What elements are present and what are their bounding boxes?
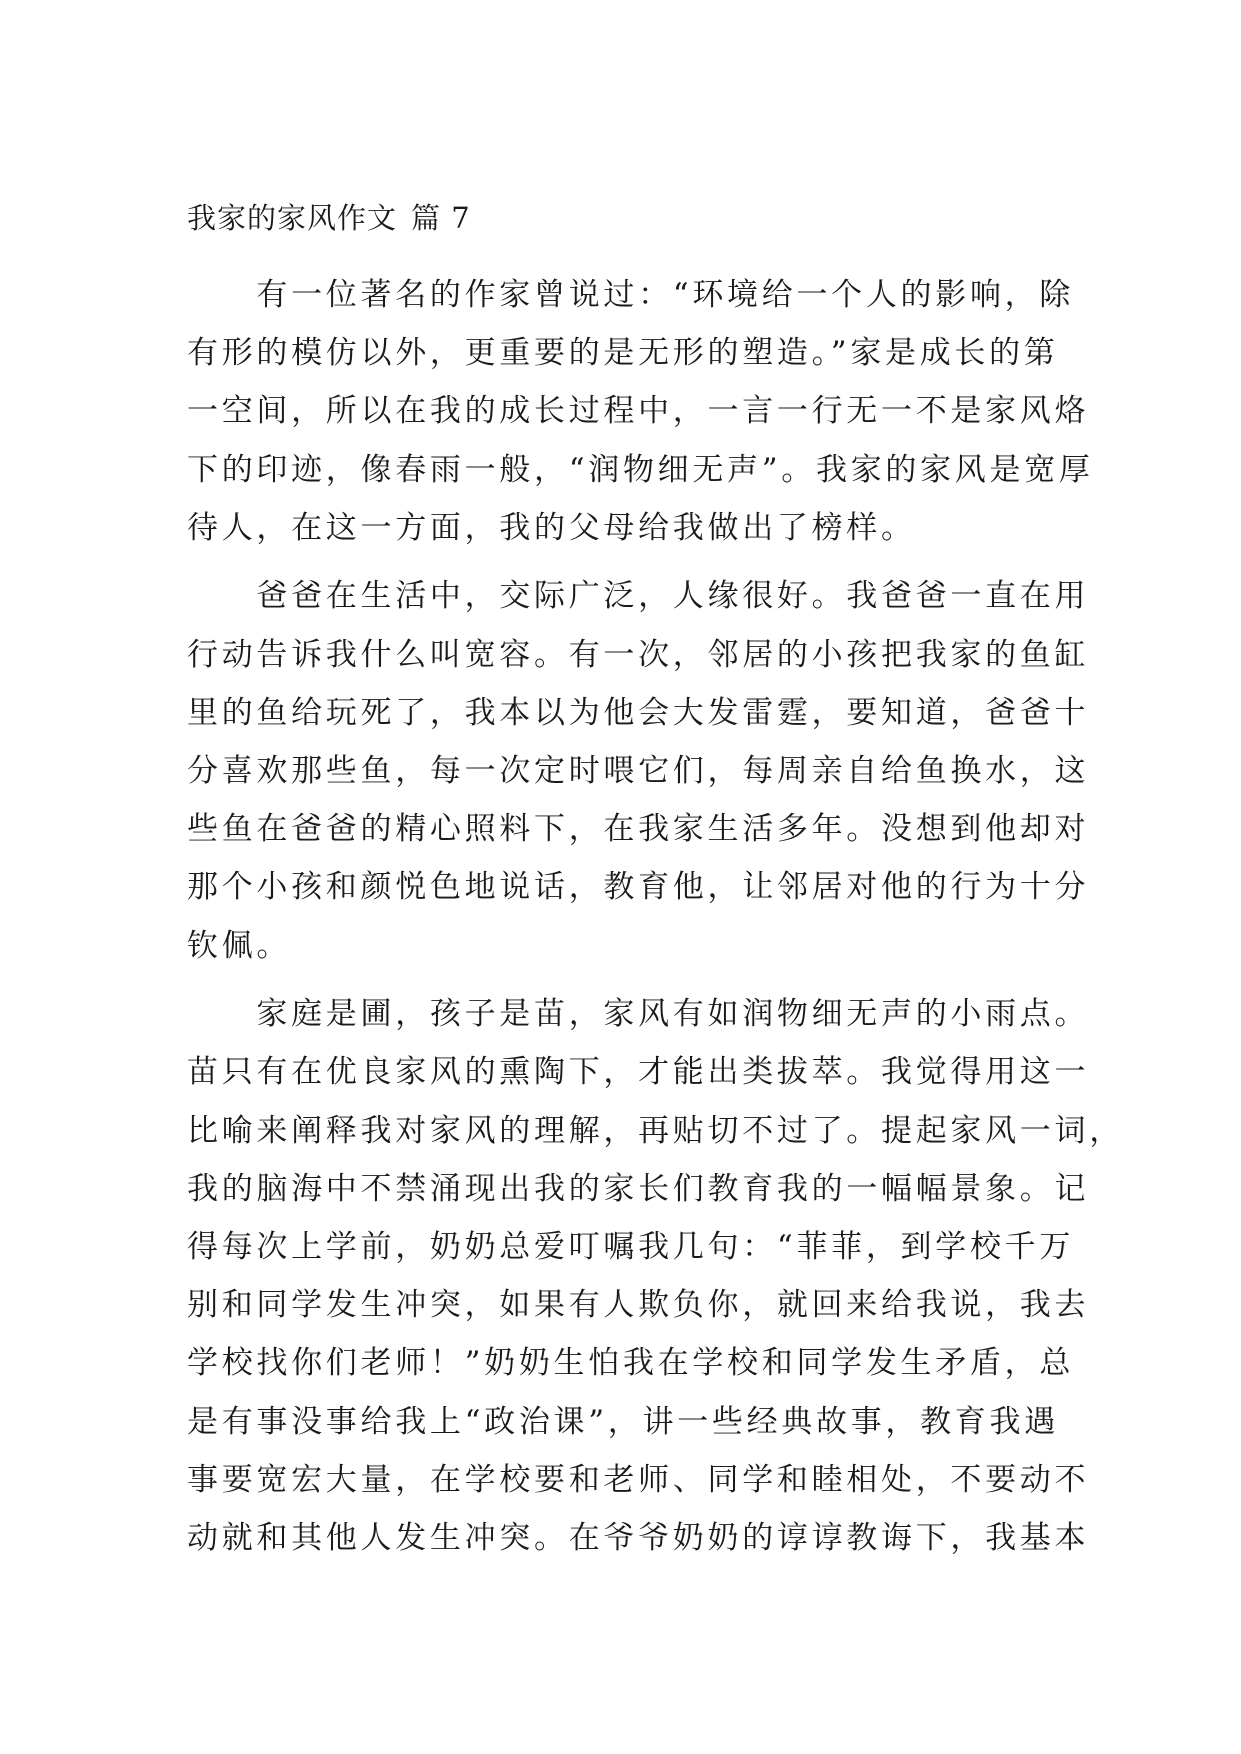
text-line: 分喜欢那些鱼，每一次定时喂它们，每周亲自给鱼换水，这 xyxy=(187,753,1090,789)
text-line: 有一位著名的作家曾说过：“环境给一个人的影响，除 xyxy=(187,277,1075,313)
document-title: 我家的家风作文 xyxy=(187,201,398,235)
text-line: 里的鱼给玩死了，我本以为他会大发雷霆，要知道，爸爸十 xyxy=(187,694,1090,731)
text-line: 待人，在这一方面，我的父母给我做出了榜样。 xyxy=(187,509,916,546)
paragraph-1 xyxy=(187,266,1094,557)
text-line: 些鱼在爸爸的精心照料下，在我家生活多年。没想到他却对 xyxy=(187,811,1090,848)
text-line: 钦佩。 xyxy=(187,927,292,964)
text-line: 有形的模仿以外，更重要的是无形的塑造。”家是成长的第 xyxy=(187,335,1059,372)
text-line: 动就和其他人发生冲突。在爷爷奶奶的谆谆教诲下，我基本 xyxy=(187,1519,1090,1556)
document-heading xyxy=(187,198,471,238)
paragraph-3 xyxy=(187,985,1124,1567)
text-line: 爸爸在生活中，交际广泛，人缘很好。我爸爸一直在用 xyxy=(187,578,1090,615)
text-line: 是有事没事给我上“政治课”，讲一些经典故事，教育我遇 xyxy=(187,1403,1059,1440)
text-line: 那个小孩和颜悦色地说话，教育他，让邻居对他的行为十分 xyxy=(187,869,1090,906)
text-line: 行动告诉我什么叫宽容。有一次，邻居的小孩把我家的鱼缸 xyxy=(187,636,1090,673)
text-line: 学校找你们老师！”奶奶生怕我在学校和同学发生矛盾，总 xyxy=(187,1345,1075,1382)
paragraph-2 xyxy=(187,567,1090,974)
text-line: 得每次上学前，奶奶总爱叮嘱我几句：“菲菲，到学校千万 xyxy=(187,1229,1075,1265)
text-line: 别和同学发生冲突，如果有人欺负你，就回来给我说，我去 xyxy=(187,1287,1090,1324)
text-line: 家庭是圃，孩子是苗，家风有如润物细无声的小雨点。 xyxy=(187,996,1090,1033)
text-line: 一空间，所以在我的成长过程中，一言一行无一不是家风烙 xyxy=(187,393,1090,430)
section-label: 篇 7 xyxy=(411,201,471,235)
text-line: 事要宽宏大量，在学校要和老师、同学和睦相处，不要动不 xyxy=(187,1461,1090,1498)
text-line: 下的印迹，像春雨一般，“润物细无声”。我家的家风是宽厚 xyxy=(187,451,1094,488)
text-line: 我的脑海中不禁涌现出我的家长们教育我的一幅幅景象。记 xyxy=(187,1170,1090,1207)
text-line: 比喻来阐释我对家风的理解，再贴切不过了。提起家风一词， xyxy=(187,1112,1124,1149)
body-text xyxy=(187,266,1124,1578)
text-line: 苗只有在优良家风的熏陶下，才能出类拔萃。我觉得用这一 xyxy=(187,1054,1090,1091)
